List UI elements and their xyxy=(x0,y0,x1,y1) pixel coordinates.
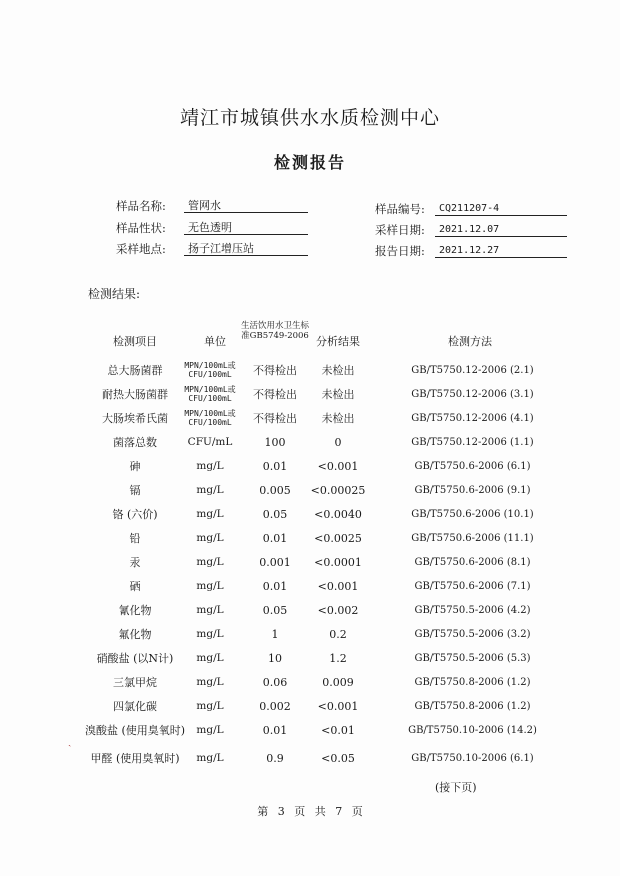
row-method: GB/T5750.6-2006 (10.1) xyxy=(411,508,534,520)
table-row xyxy=(0,406,620,430)
col-header-standard: 生活饮用水卫生标准GB5749-2006 xyxy=(241,321,310,341)
row-standard: 0.06 xyxy=(262,675,288,689)
row-standard: 0.001 xyxy=(259,555,291,569)
row-unit: CFU/mL xyxy=(187,436,233,448)
row-method: GB/T5750.6-2006 (6.1) xyxy=(414,460,531,472)
row-unit: mg/L xyxy=(196,556,224,568)
sample-name-label: 样品名称: xyxy=(116,199,166,213)
row-standard: 0.05 xyxy=(262,603,288,617)
row-result: 0.009 xyxy=(322,675,354,689)
row-standard: 不得检出 xyxy=(253,412,297,425)
row-unit: mg/L xyxy=(196,532,224,544)
report-date-label: 报告日期: xyxy=(375,244,425,258)
table-row xyxy=(0,598,620,622)
row-result: 未检出 xyxy=(321,388,355,401)
row-unit: MPN/100mL或CFU/100mL xyxy=(184,408,236,427)
col-header-method: 检测方法 xyxy=(448,335,492,348)
sample-trait-label: 样品性状: xyxy=(116,221,166,235)
row-method: GB/T5750.12-2006 (4.1) xyxy=(411,412,534,424)
location-value: 扬子江增压站 xyxy=(184,241,308,256)
row-method: GB/T5750.10-2006 (14.2) xyxy=(408,724,537,736)
row-unit: mg/L xyxy=(196,676,224,688)
row-result: <0.002 xyxy=(317,603,359,617)
table-row xyxy=(0,478,620,502)
row-item: 四氯化碳 xyxy=(113,699,157,713)
row-item: 总大肠菌群 xyxy=(107,363,163,377)
row-result: 0.2 xyxy=(329,627,347,641)
row-item: 铬 (六价) xyxy=(112,507,158,521)
row-unit: MPN/100mL或CFU/100mL xyxy=(184,384,236,403)
row-result: <0.0040 xyxy=(314,507,362,521)
row-item: 三氯甲烷 xyxy=(113,675,157,689)
table-row xyxy=(0,694,620,718)
row-standard: 1 xyxy=(271,627,279,641)
table-row xyxy=(0,358,620,382)
row-method: GB/T5750.12-2006 (1.1) xyxy=(411,436,534,448)
row-standard: 0.01 xyxy=(262,459,288,473)
row-standard: 0.01 xyxy=(262,579,288,593)
row-item: 耐热大肠菌群 xyxy=(102,387,168,401)
row-standard: 不得检出 xyxy=(253,364,297,377)
row-item: 氰化物 xyxy=(118,603,152,617)
row-result: <0.001 xyxy=(317,579,359,593)
table-row xyxy=(0,718,620,742)
page-number: 第 3 页 共 7 页 xyxy=(257,805,363,818)
table-row xyxy=(0,550,620,574)
row-method: GB/T5750.12-2006 (3.1) xyxy=(411,388,534,400)
col-header-unit: 单位 xyxy=(204,335,226,348)
row-item: 汞 xyxy=(129,555,141,569)
row-method: GB/T5750.8-2006 (1.2) xyxy=(414,700,531,712)
col-header-result: 分析结果 xyxy=(316,335,360,348)
row-unit: mg/L xyxy=(196,508,224,520)
sample-trait-value: 无色透明 xyxy=(184,220,308,235)
table-row xyxy=(0,646,620,670)
organization-name: 靖江市城镇供水水质检测中心 xyxy=(179,107,440,129)
table-row xyxy=(0,574,620,598)
row-item: 大肠埃希氏菌 xyxy=(102,411,168,425)
row-unit: mg/L xyxy=(196,628,224,640)
row-unit: mg/L xyxy=(196,580,224,592)
row-method: GB/T5750.12-2006 (2.1) xyxy=(411,364,534,376)
table-row xyxy=(0,454,620,478)
report-title: 检测报告 xyxy=(273,153,346,172)
row-item: 氟化物 xyxy=(118,627,152,641)
sample-name-value: 管网水 xyxy=(184,198,308,213)
table-row xyxy=(0,622,620,646)
row-unit: mg/L xyxy=(196,604,224,616)
row-result: <0.001 xyxy=(317,699,359,713)
row-unit: mg/L xyxy=(196,724,224,736)
row-standard: 0.005 xyxy=(259,483,291,497)
row-standard: 不得检出 xyxy=(253,388,297,401)
row-item: 甲醛 (使用臭氧时) xyxy=(90,751,180,765)
sample-no-value: CQ211207-4 xyxy=(435,201,567,216)
row-standard: 0.9 xyxy=(266,751,284,765)
row-standard: 10 xyxy=(268,651,282,665)
row-method: GB/T5750.5-2006 (3.2) xyxy=(414,628,531,640)
row-result: <0.0025 xyxy=(314,531,362,545)
location-label: 采样地点: xyxy=(116,242,166,256)
row-result: <0.00025 xyxy=(310,483,366,497)
row-item: 硝酸盐 (以N计) xyxy=(96,651,174,665)
table-row xyxy=(0,502,620,526)
row-method: GB/T5750.6-2006 (7.1) xyxy=(414,580,531,592)
row-result: <0.01 xyxy=(321,723,355,737)
sample-no-label: 样品编号: xyxy=(375,202,425,216)
row-method: GB/T5750.6-2006 (9.1) xyxy=(414,484,531,496)
report-date-value: 2021.12.27 xyxy=(435,243,567,258)
continued-note: (接下页) xyxy=(435,781,477,794)
row-item: 硒 xyxy=(129,579,141,593)
row-method: GB/T5750.6-2006 (8.1) xyxy=(414,556,531,568)
row-standard: 0.01 xyxy=(262,531,288,545)
row-method: GB/T5750.10-2006 (6.1) xyxy=(411,752,534,764)
row-unit: mg/L xyxy=(196,652,224,664)
row-item: 镉 xyxy=(129,483,141,497)
row-result: 未检出 xyxy=(321,412,355,425)
table-row xyxy=(0,526,620,550)
row-result: <0.001 xyxy=(317,459,359,473)
table-row xyxy=(0,382,620,406)
row-method: GB/T5750.5-2006 (4.2) xyxy=(414,604,531,616)
sample-date-label: 采样日期: xyxy=(375,223,425,237)
table-row xyxy=(0,670,620,694)
table-row xyxy=(0,430,620,454)
row-unit: mg/L xyxy=(196,484,224,496)
row-result: 0 xyxy=(334,435,342,449)
row-standard: 100 xyxy=(264,435,286,449)
row-standard: 0.01 xyxy=(262,723,288,737)
row-method: GB/T5750.8-2006 (1.2) xyxy=(414,676,531,688)
col-header-item: 检测项目 xyxy=(113,335,157,348)
row-item: 砷 xyxy=(129,459,141,473)
row-unit: mg/L xyxy=(196,700,224,712)
row-item: 铅 xyxy=(129,531,141,545)
row-result: <0.05 xyxy=(321,751,355,765)
row-unit: MPN/100mL或CFU/100mL xyxy=(184,360,236,379)
row-result: <0.0001 xyxy=(314,555,362,569)
row-standard: 0.05 xyxy=(262,507,288,521)
row-unit: mg/L xyxy=(196,460,224,472)
sample-date-value: 2021.12.07 xyxy=(435,222,567,237)
row-item: 菌落总数 xyxy=(113,435,157,449)
row-result: 未检出 xyxy=(321,364,355,377)
row-method: GB/T5750.6-2006 (11.1) xyxy=(411,532,534,544)
stray-mark: ˏ xyxy=(68,736,72,747)
row-unit: mg/L xyxy=(196,752,224,764)
results-label: 检测结果: xyxy=(88,287,141,301)
row-method: GB/T5750.5-2006 (5.3) xyxy=(414,652,531,664)
row-item: 溴酸盐 (使用臭氧时) xyxy=(84,723,186,737)
row-result: 1.2 xyxy=(329,651,347,665)
row-standard: 0.002 xyxy=(259,699,291,713)
table-row xyxy=(0,746,620,770)
